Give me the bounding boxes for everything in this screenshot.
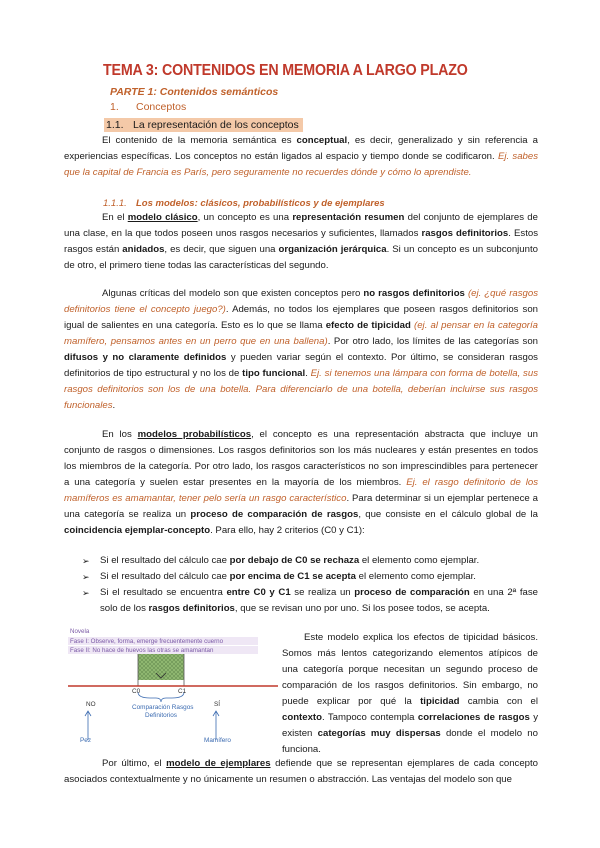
bold-term: rasgos definitorios — [148, 603, 235, 614]
underlined-term: modelos probabilísticos — [137, 429, 252, 440]
text-run: . Para determinar si un ejemplar pertenece a una categoría se realiza un — [64, 493, 538, 520]
text-run: , es decir, que siguen una — [164, 244, 279, 255]
bold-term: anidados — [122, 244, 165, 255]
arrow-bullet-icon: ➢ — [82, 588, 90, 598]
underlined-term: modelo clásico — [127, 212, 198, 223]
bold-term: correlaciones de rasgos — [417, 712, 530, 723]
text-run: donde el modelo no funciona. — [282, 728, 538, 755]
text-run: El contenido de la memoria semántica es — [102, 135, 297, 146]
figure-si-label: SÍ — [214, 701, 221, 708]
figure-pez-label: Pez — [80, 737, 92, 744]
text-run: y pueden variar según el contexto. Por último, se consideran rasgos definitorios de tipo estructural y no los de — [64, 352, 538, 379]
section-heading-conceptos — [110, 101, 186, 113]
text-run: . Por otro lado, los límites de las categorías son — [327, 336, 538, 347]
figure-c0-label: C0 — [132, 688, 141, 695]
text-run: y existen — [282, 712, 538, 739]
arrow-bullet-icon: ➢ — [82, 556, 90, 566]
figure-mamifero-label: Mamífero — [204, 737, 231, 744]
bold-term: por encima de C1 se acepta — [229, 571, 356, 582]
example-text: (ej. al pensar en la categoría mamífero, pensamos antes en un perro que en una ballena) — [64, 320, 539, 347]
bold-term: por debajo de C0 se rechaza — [229, 555, 360, 566]
text-run: . Estos rasgos están — [64, 228, 538, 255]
part-heading: PARTE 1: Contenidos semánticos — [110, 86, 279, 98]
bold-term: conceptual — [296, 135, 348, 146]
page-title: TEMA 3: CONTENIDOS EN MEMORIA A LARGO PLAZO — [103, 62, 468, 79]
subsubsection-label: Los modelos: clásicos, probabilísticos y de ejemplares — [136, 198, 385, 209]
text-run: el elemento como ejemplar. — [359, 555, 480, 566]
text-run: cambia con el — [459, 696, 539, 707]
paragraph-criticas — [64, 286, 538, 414]
bold-term: no rasgos definitorios — [363, 288, 465, 299]
underlined-term: modelo de ejemplares — [166, 758, 271, 769]
example-text: Ej. el rasgo definitorio de los mamíferos es amamantar, tener pelo sería un rasgo característico — [64, 477, 538, 504]
list-item — [80, 585, 538, 617]
text-run: se realiza un — [290, 587, 355, 598]
bold-term: contexto — [282, 712, 322, 723]
paragraph-ejemplares — [64, 756, 538, 788]
bold-term: tipo funcional — [242, 368, 306, 379]
text-run: Si el resultado se encuentra — [100, 587, 227, 598]
text-run: . — [305, 368, 311, 379]
example-text: Ej. si tenemos una lámpara con forma de botella, sus rasgos definitorios son los de una botella. Para diferenciarlo de una botella, deberían incluirse sus rasgos funcionales — [64, 368, 538, 411]
subsection-heading-representacion — [104, 118, 303, 132]
figure-no-label: NO — [86, 701, 96, 708]
section-number: 1. — [110, 101, 119, 113]
bold-term: proceso de comparación de rasgos — [190, 509, 359, 520]
text-run: Si el resultado del cálculo cae — [100, 571, 230, 582]
list-item — [80, 553, 538, 569]
subsection-number: 1.1. — [106, 119, 124, 131]
text-run: el elemento como ejemplar. — [355, 571, 476, 582]
text-run: . Además, no todos los ejemplares que poseen rasgos definitorios son igual de salientes en una categoría. Esto es lo que se llama — [64, 304, 538, 331]
bold-term: representación resumen — [292, 212, 405, 223]
text-run: , el concepto es una representación abstracta que incluye un conjunto de rasgos o dimensiones. Los rasgos definitorios son los más nucleares y están presentes en todos los miembros de la categoría. Por otro lado, los rasgos característicos no son imprescindibles para pertenecer a una categoría y suelen estar presentes en la mayoría de los miembros. — [64, 429, 538, 488]
figure-brace-label-2: Definitorios — [145, 712, 177, 719]
bold-term: entre C0 y C1 — [226, 587, 291, 598]
subsubsection-heading-modelos — [103, 198, 385, 209]
text-run: . Tampoco contempla — [321, 712, 418, 723]
bold-term: difusos y no claramente definidos — [64, 352, 227, 363]
text-run: Si el resultado del cálculo cae — [100, 555, 230, 566]
text-run: defiende que se representan ejemplares de cada concepto asociados contextualmente y no únicamente un resumen o abstracción. Las ventajas del modelo son que — [64, 758, 539, 785]
section-label: Conceptos — [136, 101, 187, 113]
text-run: Por último, el — [102, 758, 167, 769]
bold-term: organización jerárquica — [278, 244, 387, 255]
text-run: . — [112, 400, 116, 411]
bold-term: categorías muy dispersas — [317, 728, 441, 739]
figure-fase1: Fase I: Observe, forma, emerge frecuentemente cuerno — [70, 638, 224, 645]
bold-term: tipicidad — [420, 696, 460, 707]
subsubsection-number: 1.1.1. — [103, 198, 127, 209]
text-run: . Si un concepto es un subconjunto de otro, el primero tiene todas las características del segundo. — [64, 244, 538, 271]
paragraph-tipicidad — [282, 630, 538, 758]
subsection-label: La representación de los conceptos — [133, 119, 299, 131]
figure-fase2: Fase II: No hace de huevos las otras se amamantan — [70, 647, 214, 654]
bold-term: coincidencia ejemplar-concepto — [64, 525, 211, 536]
bold-term: rasgos definitorios — [421, 228, 509, 239]
bold-term: proceso de comparación — [354, 587, 470, 598]
comparison-figure — [66, 628, 280, 746]
example-text: (ej. ¿qué rasgos definitorios tiene el concepto juego?) — [64, 288, 538, 315]
arrow-bullet-icon: ➢ — [82, 572, 90, 582]
text-run: . Para ello, hay 2 criterios (C0 y C1): — [210, 525, 365, 536]
criteria-list — [80, 553, 538, 617]
overlap-zone — [138, 654, 184, 680]
figure-c1-label: C1 — [178, 688, 187, 695]
paragraph-conceptual — [64, 133, 538, 181]
text-run: , que consiste en el cálculo global de la — [358, 509, 538, 520]
example-text: Ej. sabes que la capital de Francia es París, pero seguramente no recuerdes dónde y cómo lo aprendiste. — [64, 151, 538, 178]
bold-term: efecto de tipicidad — [325, 320, 411, 331]
text-run: En el — [102, 212, 128, 223]
text-run: Algunas críticas del modelo son que existen conceptos pero — [102, 288, 364, 299]
text-run: , un concepto es una — [197, 212, 293, 223]
text-run: en una 2ª fase solo de los — [100, 587, 538, 614]
figure-header: Novela — [70, 628, 90, 635]
text-run: , es decir, generalizado y sin referencia a experiencias específicas. Los conceptos no están ligados al espacio y tiempo donde se codificaron. — [64, 135, 538, 162]
text-run: , que se revisan uno por uno. Si los posee todos, se acepta. — [234, 603, 490, 614]
text-run: del conjunto de ejemplares de una clase, en la que todos poseen unos rasgos necesarios y suficientes, llamados — [64, 212, 538, 239]
text-run: Este modelo explica los efectos de tipicidad básicos. Somos más lentos categorizando elementos atípicos de una categoría porque necesitan un segundo proceso de comparación de los rasgos definitorios. Sin embargo, no puede explicar por qué la — [282, 632, 538, 707]
paragraph-probabilisticos — [64, 427, 538, 539]
figure-brace-label-1: Comparación Rasgos — [132, 704, 194, 711]
list-item — [80, 569, 538, 585]
paragraph-modelo-clasico — [64, 210, 538, 274]
text-run: En los — [102, 429, 138, 440]
